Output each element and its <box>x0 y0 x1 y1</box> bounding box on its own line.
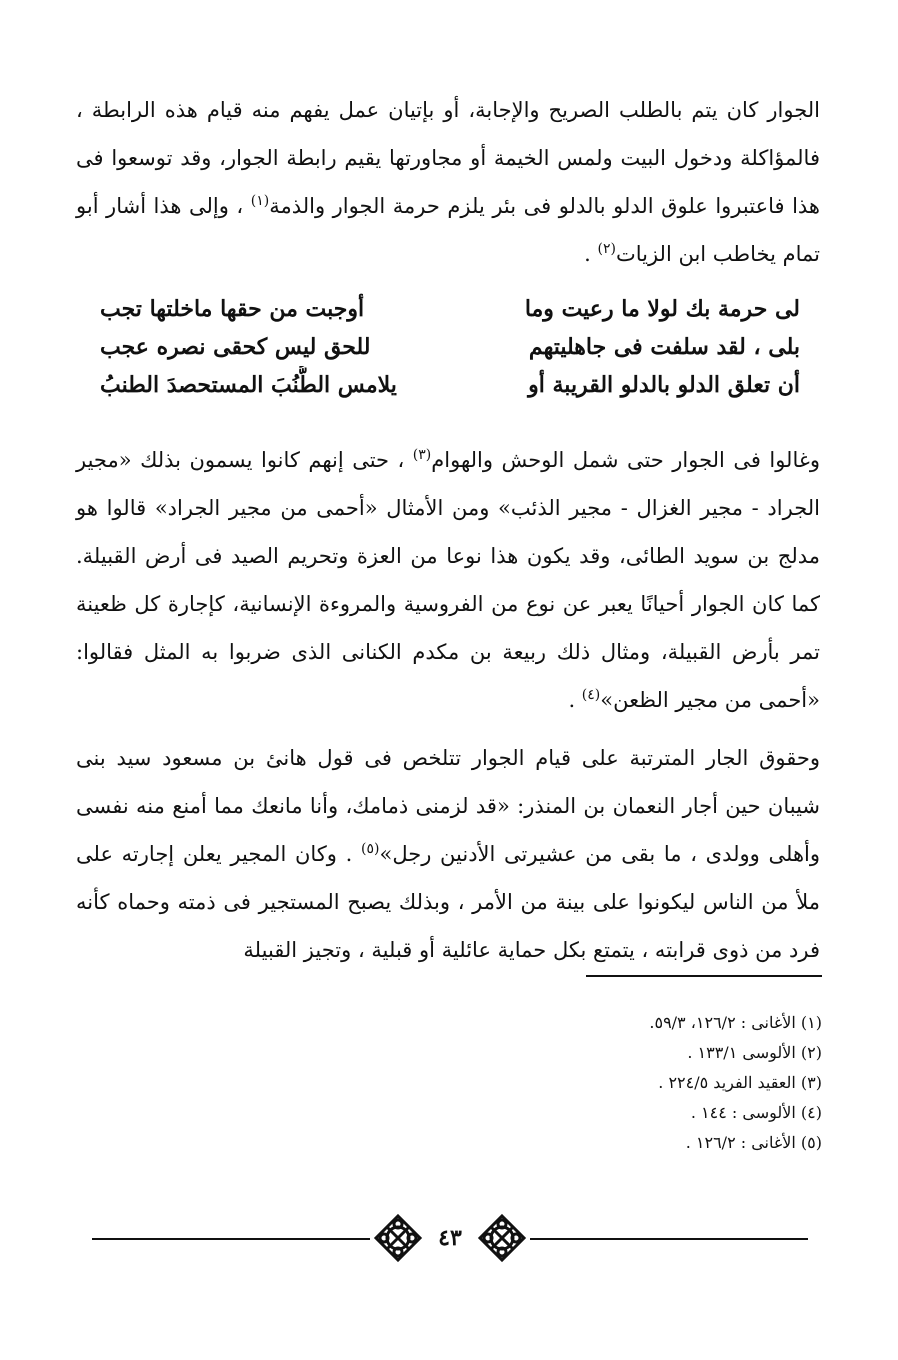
paragraph-1-text-c: . <box>584 242 598 266</box>
footnote-ref-3: (٣) <box>412 447 432 463</box>
paragraph-2-text-a: وغالوا فى الجوار حتى شمل الوحش والهوام <box>431 448 820 472</box>
poem-verse <box>100 366 800 404</box>
footnote-separator <box>586 975 822 977</box>
footnotes <box>500 1008 822 1158</box>
paragraph-2 <box>76 436 820 724</box>
knot-ornament-icon <box>372 1212 424 1264</box>
poem-verse-first-hemistich: لى حرمة بك لولا ما رعيت وما <box>524 296 800 322</box>
poem-verse-second-hemistich: يلامس الطُّنُبَ المستحصدَ الطنبُ <box>100 372 397 398</box>
footnote-ref-1: (١) <box>250 193 270 209</box>
paragraph-1 <box>76 86 820 278</box>
poem-verse-first-hemistich: أن تعلق الدلو بالدلو القريبة أو <box>528 372 800 398</box>
footnote-ref-4: (٤) <box>581 687 601 703</box>
poem-verse-second-hemistich: أوجبت من حقها ماخلتها تجب <box>100 296 365 322</box>
footnote-item: (٥) الأغانى : ١٢٦/٢ . <box>685 1133 822 1152</box>
page-number: ٤٣ <box>438 1225 462 1251</box>
bottom-rule-left <box>92 1238 370 1240</box>
footnote-item: (٢) الألوسى ١٣٣/١ . <box>687 1043 822 1062</box>
poem <box>100 290 800 404</box>
knot-ornament-icon <box>476 1212 528 1264</box>
paragraph-3-text-b: . وكان المجير يعلن إجارته على ملأ من الناس ليكونوا على بينة من الأمر ، وبذلك يصبح المستجير فى ذمته وحماه كأنه فرد من ذوى قرابته ، يتمتع بكل حماية عائلية أو قبلية ، وتجيز القبيلة <box>76 842 820 962</box>
footnote-ref-5: (٥) <box>361 841 380 857</box>
paragraph-1-text-b: ، وإلى هذا أشار أبو تمام يخاطب ابن الزيات <box>76 194 820 266</box>
paragraph-1-text-a: الجوار كان يتم بالطلب الصريح والإجابة، أو بإتيان عمل يفهم منه قيام هذه الرابطة ، فالمؤاكلة ودخول البيت ولمس الخيمة أو مجاورتها يقيم رابطة الجوار، وقد توسعوا فى هذا فاعتبروا علوق الدلو بالدلو فى بئر يلزم حرمة الجوار والذمة <box>76 98 820 218</box>
paragraph-3-text-a: وحقوق الجار المترتبة على قيام الجوار تتلخص فى قول هانئ بن مسعود سيد بنى شيبان حين أجار النعمان بن المنذر: «قد لزمنى ذمامك، وأنا مانعك مما أمنع منه نفسى وأهلى وولدى ، ما بقى من عشيرتى الأدنين رجل» <box>76 746 821 866</box>
footnote-ref-2: (٢) <box>597 241 616 257</box>
footnote-item: (١) الأغانى : ١٢٦/٢، ٥٩/٣. <box>649 1013 822 1032</box>
paragraph-2-text-c: . <box>568 688 582 712</box>
bottom-rule-right <box>530 1238 808 1240</box>
poem-verse <box>100 290 800 328</box>
paragraph-2-text-b: ، حتى إنهم كانوا يسمون بذلك «مجير الجراد - مجير الغزال - مجير الذئب» ومن الأمثال «أحمى من مجير الجراد» قالوا هو مدلج بن سويد الطائى، وقد يكون هذا نوعا من العزة وتحريم الصيد فى أرض القبيلة. كما كان الجوار أحيانًا يعبر عن نوع من الفروسية والمروءة الإنسانية، كإجارة كل ظعينة تمر بأرض القبيلة، ومثال ذلك ربيعة بن مكدم الكنانى الذى ضربوا به المثل فقالوا: «أحمى من مجير الظعن» <box>76 448 820 712</box>
poem-verse-first-hemistich: بلى ، لقد سلفت فى جاهليتهم <box>528 334 800 360</box>
poem-verse <box>100 328 800 366</box>
paragraph-3 <box>76 734 820 974</box>
poem-verse-second-hemistich: للحق ليس كحقى نصره عجب <box>100 334 371 360</box>
footnote-item: (٤) الألوسى : ١٤٤ . <box>690 1103 822 1122</box>
footnote-item: (٣) العقيد الفريد ٢٢٤/٥ . <box>658 1073 822 1092</box>
